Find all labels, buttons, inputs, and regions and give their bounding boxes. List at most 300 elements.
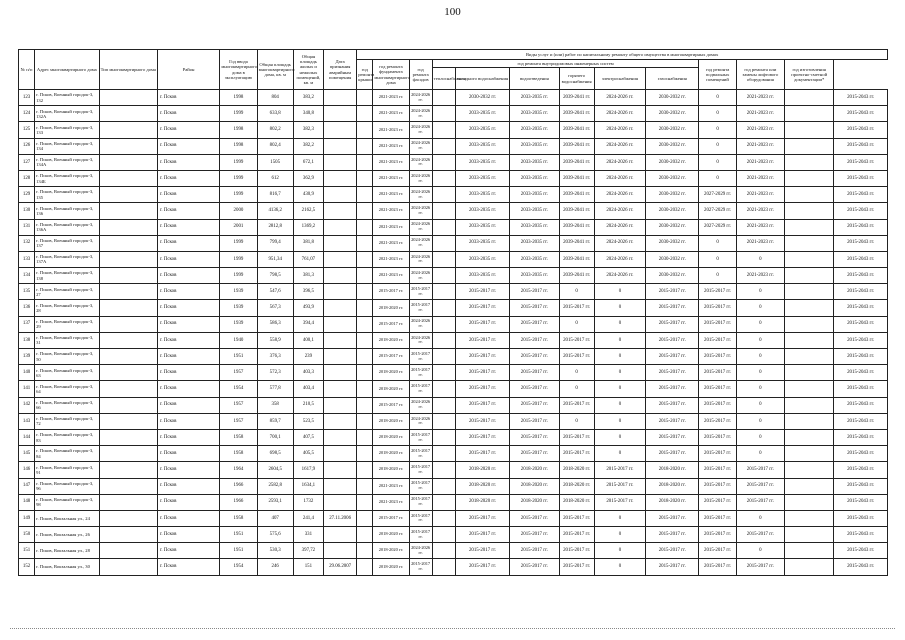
roof-cell (357, 251, 373, 267)
facade-cell: 2024-2026 гг. (409, 316, 432, 332)
gas-cell: 2015-2017 гг. (699, 510, 736, 526)
table-row (19, 365, 888, 381)
house-type-cell (99, 170, 157, 186)
hot-water-cell: 2024-2026 гг. (594, 106, 645, 122)
facade-cell: 2015-2017 гг. (409, 478, 432, 494)
foundation-cell: 2015-2017 гг. (373, 349, 409, 365)
district-cell: г. Псков (157, 349, 219, 365)
electricity-cell: 2018-2020 гг. (646, 478, 699, 494)
address-cell: г. Псков, Военный городок-3, 132 (35, 90, 99, 106)
address-cell: г. Псков, Военный городок-3, 50 (35, 349, 99, 365)
cold-water-cell: 2015-2017 гг. (510, 510, 559, 526)
electricity-cell: 2030-2032 гг. (646, 138, 699, 154)
living-area-cell: 493,9 (293, 300, 323, 316)
facade-extra-cell (432, 559, 455, 575)
year-cell: 1964 (220, 462, 257, 478)
gas-cell: 2027-2029 гг. (699, 187, 736, 203)
electricity-cell: 2015-2017 гг. (646, 284, 699, 300)
gas-cell: 2015-2017 гг. (699, 494, 736, 510)
house-type-cell (99, 219, 157, 235)
house-type-cell (99, 559, 157, 575)
facade-cell: 2015-2017 гг. (409, 559, 432, 575)
header-num: № п/п (19, 50, 35, 90)
design-docs-cell: 2015-2043 гг. (834, 349, 888, 365)
design-docs-cell: 2015-2043 гг. (834, 413, 888, 429)
total-area-cell: 2812,8 (257, 219, 293, 235)
house-type-cell (99, 316, 157, 332)
heating-cell: 2015-2017 гг. (455, 284, 509, 300)
table-row (19, 397, 888, 413)
year-cell: 2001 (220, 219, 257, 235)
hot-water-cell: 2024-2026 гг. (594, 170, 645, 186)
gas-cell: 2015-2017 гг. (699, 300, 736, 316)
header-cold-water: холодного водоснабжения (455, 68, 509, 90)
design-docs-cell: 2015-2043 гг. (834, 300, 888, 316)
electricity-cell: 2015-2017 гг. (646, 381, 699, 397)
table-header (19, 50, 888, 90)
hot-water-cell: 2024-2026 гг. (594, 251, 645, 267)
row-number-cell: 128 (19, 170, 35, 186)
district-cell: г. Псков (157, 332, 219, 348)
living-area-cell: 761,07 (293, 251, 323, 267)
facade-cell: 2024-2026 гг. (409, 251, 432, 267)
table-row (19, 559, 888, 575)
gas-cell: 2015-2017 гг. (699, 446, 736, 462)
row-number-cell: 136 (19, 300, 35, 316)
basement-cell: 0 (736, 300, 784, 316)
total-area-cell: 951,34 (257, 251, 293, 267)
elevator-cell (785, 219, 834, 235)
cold-water-cell: 2015-2017 гг. (510, 446, 559, 462)
year-cell: 2000 (220, 203, 257, 219)
row-number-cell: 139 (19, 349, 35, 365)
facade-extra-cell (432, 251, 455, 267)
table-row (19, 462, 888, 478)
total-area-cell: 1505 (257, 154, 293, 170)
drainage-cell: 2039-2041 гг. (559, 187, 594, 203)
total-area-cell: 633,8 (257, 106, 293, 122)
living-area-cell: 382,2 (293, 138, 323, 154)
living-area-cell: 396,5 (293, 284, 323, 300)
design-docs-cell: 2015-2043 гг. (834, 316, 888, 332)
header-design: год изготовления проектно-сметной документации* (785, 60, 834, 90)
emergency-date-cell (324, 154, 357, 170)
table-row (19, 203, 888, 219)
design-docs-cell: 2015-2043 гг. (834, 122, 888, 138)
header-gas: газоснабжения (646, 68, 699, 90)
drainage-cell: 2015-2017 гг. (559, 332, 594, 348)
row-number-cell: 135 (19, 284, 35, 300)
header-basement: год ремонта подвальных помещений (699, 60, 736, 90)
basement-cell: 0 (736, 397, 784, 413)
cold-water-cell: 2033-2035 гг. (510, 251, 559, 267)
foundation-cell: 2018-2020 гг. (373, 332, 409, 348)
basement-cell: 2021-2023 гг. (736, 187, 784, 203)
living-area-cell: 1369,2 (293, 219, 323, 235)
facade-cell: 2024-2026 гг. (409, 268, 432, 284)
cold-water-cell: 2033-2035 гг. (510, 235, 559, 251)
roof-cell (357, 187, 373, 203)
hot-water-cell: 0 (594, 349, 645, 365)
drainage-cell: 0 (559, 316, 594, 332)
basement-cell: 0 (736, 381, 784, 397)
address-cell: г. Псков, Военный городок-3, 84 (35, 446, 99, 462)
hot-water-cell: 0 (594, 429, 645, 445)
roof-cell (357, 316, 373, 332)
heating-cell: 2033-2035 гг. (455, 138, 509, 154)
row-number-cell: 142 (19, 397, 35, 413)
district-cell: г. Псков (157, 170, 219, 186)
total-area-cell: 246 (257, 559, 293, 575)
basement-cell: 2015-2017 гг. (736, 462, 784, 478)
roof-cell (357, 219, 373, 235)
address-cell: г. Псков, Военный городок-3, 137А (35, 251, 99, 267)
heating-cell: 2018-2020 гг. (455, 494, 509, 510)
facade-cell: 2024-2026 гг. (409, 543, 432, 559)
address-cell: г. Псков, Вокзальная ул., 28 (35, 543, 99, 559)
table-row (19, 268, 888, 284)
row-number-cell: 141 (19, 381, 35, 397)
facade-cell: 2024-2026 гг. (409, 90, 432, 106)
roof-cell (357, 268, 373, 284)
drainage-cell: 2015-2017 гг. (559, 543, 594, 559)
design-docs-cell: 2015-2043 гг. (834, 138, 888, 154)
drainage-cell: 2018-2020 гг. (559, 494, 594, 510)
foundation-cell: 2021-2023 гг. (373, 170, 409, 186)
design-docs-cell: 2015-2043 гг. (834, 235, 888, 251)
elevator-cell (785, 446, 834, 462)
heating-cell: 2015-2017 гг. (455, 397, 509, 413)
roof-cell (357, 203, 373, 219)
address-cell: г. Псков, Военный городок-3, 135 (35, 187, 99, 203)
year-cell: 1999 (220, 106, 257, 122)
gas-cell: 2015-2017 гг. (699, 429, 736, 445)
heating-cell: 2015-2017 гг. (455, 559, 509, 575)
cold-water-cell: 2015-2017 гг. (510, 397, 559, 413)
address-cell: г. Псков, Военный городок-3, 64 (35, 381, 99, 397)
drainage-cell: 0 (559, 365, 594, 381)
gas-cell: 2015-2017 гг. (699, 332, 736, 348)
total-area-cell: 586,3 (257, 316, 293, 332)
basement-cell: 2021-2023 гг. (736, 268, 784, 284)
cold-water-cell: 2015-2017 гг. (510, 413, 559, 429)
facade-extra-cell (432, 187, 455, 203)
living-area-cell: 340,8 (293, 106, 323, 122)
design-docs-cell: 2015-2043 гг. (834, 90, 888, 106)
electricity-cell: 2030-2032 гг. (646, 203, 699, 219)
table-row (19, 106, 888, 122)
district-cell: г. Псков (157, 219, 219, 235)
row-number-cell: 134 (19, 268, 35, 284)
address-cell: г. Псков, Военный городок-3, 137 (35, 235, 99, 251)
header-area-total: Общая площадь многоквартирного дома, кв. м (257, 50, 293, 90)
district-cell: г. Псков (157, 381, 219, 397)
electricity-cell: 2030-2032 гг. (646, 122, 699, 138)
roof-cell (357, 106, 373, 122)
facade-extra-cell (432, 478, 455, 494)
basement-cell: 0 (736, 251, 784, 267)
cold-water-cell: 2033-2035 гг. (510, 106, 559, 122)
address-cell: г. Псков, Вокзальная ул., 24 (35, 510, 99, 526)
emergency-date-cell (324, 138, 357, 154)
hot-water-cell: 2024-2026 гг. (594, 187, 645, 203)
year-cell: 1940 (220, 332, 257, 348)
table-row (19, 527, 888, 543)
living-area-cell: 405,5 (293, 446, 323, 462)
header-elevator: год ремонта или замены лифтового оборудования (736, 60, 784, 90)
hot-water-cell: 0 (594, 284, 645, 300)
address-cell: г. Псков, Военный городок-3, 28 (35, 300, 99, 316)
elevator-cell (785, 122, 834, 138)
living-area-cell: 2162,5 (293, 203, 323, 219)
gas-cell: 2015-2017 гг. (699, 543, 736, 559)
facade-extra-cell (432, 429, 455, 445)
house-type-cell (99, 138, 157, 154)
table-row (19, 90, 888, 106)
cold-water-cell: 2015-2017 гг. (510, 349, 559, 365)
emergency-date-cell (324, 316, 357, 332)
year-cell: 1966 (220, 494, 257, 510)
drainage-cell: 0 (559, 284, 594, 300)
house-type-cell (99, 510, 157, 526)
page-bottom-edge (10, 628, 895, 629)
living-area-cell: 430,9 (293, 187, 323, 203)
basement-cell: 2021-2023 гг. (736, 170, 784, 186)
roof-cell (357, 462, 373, 478)
foundation-cell: 2021-2023 гг. (373, 478, 409, 494)
hot-water-cell: 2024-2026 гг. (594, 268, 645, 284)
elevator-cell (785, 462, 834, 478)
district-cell: г. Псков (157, 446, 219, 462)
drainage-cell: 2015-2017 гг. (559, 349, 594, 365)
basement-cell: 2021-2023 гг. (736, 154, 784, 170)
hot-water-cell: 2024-2026 гг. (594, 235, 645, 251)
electricity-cell: 2015-2017 гг. (646, 397, 699, 413)
hot-water-cell: 0 (594, 332, 645, 348)
living-area-cell: 523,5 (293, 413, 323, 429)
house-type-cell (99, 284, 157, 300)
district-cell: г. Псков (157, 397, 219, 413)
facade-extra-cell (432, 90, 455, 106)
table-row (19, 446, 888, 462)
hot-water-cell: 0 (594, 543, 645, 559)
house-type-cell (99, 381, 157, 397)
facade-extra-cell (432, 349, 455, 365)
living-area-cell: 381,3 (293, 268, 323, 284)
year-cell: 1999 (220, 268, 257, 284)
gas-cell: 0 (699, 235, 736, 251)
table-row (19, 316, 888, 332)
table-row (19, 381, 888, 397)
address-cell: г. Псков, Военный городок-3, 98 (35, 494, 99, 510)
living-area-cell: 407,5 (293, 429, 323, 445)
hot-water-cell: 0 (594, 316, 645, 332)
basement-cell: 2015-2017 гг. (736, 478, 784, 494)
foundation-cell: 2021-2023 гг. (373, 203, 409, 219)
district-cell: г. Псков (157, 203, 219, 219)
address-cell: г. Псков, Военный городок-3, 134 (35, 138, 99, 154)
cold-water-cell: 2015-2017 гг. (510, 543, 559, 559)
basement-cell: 0 (736, 413, 784, 429)
living-area-cell: 382,3 (293, 122, 323, 138)
hot-water-cell: 2024-2026 гг. (594, 90, 645, 106)
total-area-cell: 799,4 (257, 235, 293, 251)
house-type-cell (99, 122, 157, 138)
address-cell: г. Псков, Военный городок-3, 63 (35, 365, 99, 381)
house-type-cell (99, 106, 157, 122)
elevator-cell (785, 478, 834, 494)
cold-water-cell: 2033-2035 гг. (510, 187, 559, 203)
hot-water-cell: 0 (594, 510, 645, 526)
facade-cell: 2015-2017 гг. (409, 381, 432, 397)
facade-extra-cell (432, 381, 455, 397)
year-cell: 1958 (220, 446, 257, 462)
cold-water-cell: 2018-2020 гг. (510, 478, 559, 494)
gas-cell: 0 (699, 106, 736, 122)
facade-extra-cell (432, 365, 455, 381)
gas-cell: 2027-2029 гг. (699, 203, 736, 219)
design-docs-cell: 2015-2043 гг. (834, 203, 888, 219)
total-area-cell: 802,2 (257, 122, 293, 138)
hot-water-cell: 0 (594, 381, 645, 397)
table-row (19, 235, 888, 251)
foundation-cell: 2018-2020 гг. (373, 365, 409, 381)
row-number-cell: 127 (19, 154, 35, 170)
emergency-date-cell (324, 381, 357, 397)
drainage-cell: 2039-2041 гг. (559, 268, 594, 284)
row-number-cell: 145 (19, 446, 35, 462)
living-area-cell: 403,4 (293, 381, 323, 397)
header-electricity: электроснабжения (594, 68, 645, 90)
facade-extra-cell (432, 268, 455, 284)
elevator-cell (785, 349, 834, 365)
basement-cell: 2021-2023 гг. (736, 203, 784, 219)
elevator-cell (785, 316, 834, 332)
facade-cell: 2015-2017 гг. (409, 365, 432, 381)
heating-cell: 2015-2017 гг. (455, 510, 509, 526)
hot-water-cell: 2015-2017 гг. (594, 478, 645, 494)
district-cell: г. Псков (157, 527, 219, 543)
row-number-cell: 137 (19, 316, 35, 332)
district-cell: г. Псков (157, 235, 219, 251)
living-area-cell: 210,5 (293, 397, 323, 413)
cold-water-cell: 2033-2035 гг. (510, 219, 559, 235)
living-area-cell: 381,8 (293, 235, 323, 251)
elevator-cell (785, 365, 834, 381)
drainage-cell: 2039-2041 гг. (559, 154, 594, 170)
year-cell: 1951 (220, 527, 257, 543)
district-cell: г. Псков (157, 365, 219, 381)
total-area-cell: 698,5 (257, 446, 293, 462)
drainage-cell: 2039-2041 гг. (559, 203, 594, 219)
emergency-date-cell (324, 527, 357, 543)
facade-cell: 2024-2026 гг. (409, 187, 432, 203)
foundation-cell: 2018-2020 гг. (373, 462, 409, 478)
year-cell: 1958 (220, 429, 257, 445)
total-area-cell: 407 (257, 510, 293, 526)
drainage-cell: 0 (559, 381, 594, 397)
foundation-cell: 2015-2017 гг. (373, 316, 409, 332)
design-docs-cell: 2015-2043 гг. (834, 154, 888, 170)
cold-water-cell: 2015-2017 гг. (510, 316, 559, 332)
table-row (19, 349, 888, 365)
basement-cell: 2021-2023 гг. (736, 122, 784, 138)
emergency-date-cell (324, 90, 357, 106)
living-area-cell: 394,4 (293, 316, 323, 332)
drainage-cell: 2039-2041 гг. (559, 90, 594, 106)
design-docs-cell: 2015-2043 гг. (834, 478, 888, 494)
roof-cell (357, 494, 373, 510)
drainage-cell: 2015-2017 гг. (559, 446, 594, 462)
facade-extra-cell (432, 122, 455, 138)
foundation-cell: 2015-2017 гг. (373, 284, 409, 300)
foundation-cell: 2015-2017 гг. (373, 510, 409, 526)
cold-water-cell: 2018-2020 гг. (510, 462, 559, 478)
header-hot-water: горячего водоснабжения (559, 68, 594, 90)
total-area-cell: 567,3 (257, 300, 293, 316)
row-number-cell: 133 (19, 251, 35, 267)
facade-extra-cell (432, 106, 455, 122)
elevator-cell (785, 268, 834, 284)
heating-cell: 2033-2035 гг. (455, 170, 509, 186)
total-area-cell: 558,9 (257, 332, 293, 348)
district-cell: г. Псков (157, 300, 219, 316)
heating-cell: 2033-2035 гг. (455, 106, 509, 122)
roof-cell (357, 332, 373, 348)
foundation-cell: 2018-2020 гг. (373, 381, 409, 397)
year-cell: 1998 (220, 138, 257, 154)
basement-cell: 0 (736, 446, 784, 462)
gas-cell: 0 (699, 90, 736, 106)
elevator-cell (785, 187, 834, 203)
heating-cell: 2015-2017 гг. (455, 429, 509, 445)
emergency-date-cell (324, 219, 357, 235)
electricity-cell: 2015-2017 гг. (646, 349, 699, 365)
basement-cell: 0 (736, 284, 784, 300)
address-cell: г. Псков, Военный городок-3, 27 (35, 284, 99, 300)
living-area-cell: 362,9 (293, 170, 323, 186)
elevator-cell (785, 235, 834, 251)
roof-cell (357, 138, 373, 154)
row-number-cell: 130 (19, 203, 35, 219)
facade-cell: 2015-2017 гг. (409, 349, 432, 365)
row-number-cell: 152 (19, 559, 35, 575)
design-docs-cell: 2015-2043 гг. (834, 494, 888, 510)
house-type-cell (99, 300, 157, 316)
row-number-cell: 124 (19, 106, 35, 122)
gas-cell: 0 (699, 170, 736, 186)
emergency-date-cell (324, 268, 357, 284)
address-cell: г. Псков, Военный городок-3, 91 (35, 462, 99, 478)
year-cell: 1939 (220, 316, 257, 332)
elevator-cell (785, 203, 834, 219)
foundation-cell: 2021-2023 гг. (373, 138, 409, 154)
elevator-cell (785, 494, 834, 510)
year-cell: 1957 (220, 413, 257, 429)
address-cell: г. Псков, Военный городок-3, 96 (35, 478, 99, 494)
heating-cell: 2015-2017 гг. (455, 349, 509, 365)
row-number-cell: 125 (19, 122, 35, 138)
year-cell: 1998 (220, 90, 257, 106)
basement-cell: 2021-2023 гг. (736, 235, 784, 251)
roof-cell (357, 122, 373, 138)
row-number-cell: 129 (19, 187, 35, 203)
total-area-cell: 859,7 (257, 413, 293, 429)
facade-extra-cell (432, 170, 455, 186)
gas-cell: 2015-2017 гг. (699, 365, 736, 381)
address-cell: г. Псков, Вокзальная ул., 26 (35, 527, 99, 543)
total-area-cell: 4136,2 (257, 203, 293, 219)
